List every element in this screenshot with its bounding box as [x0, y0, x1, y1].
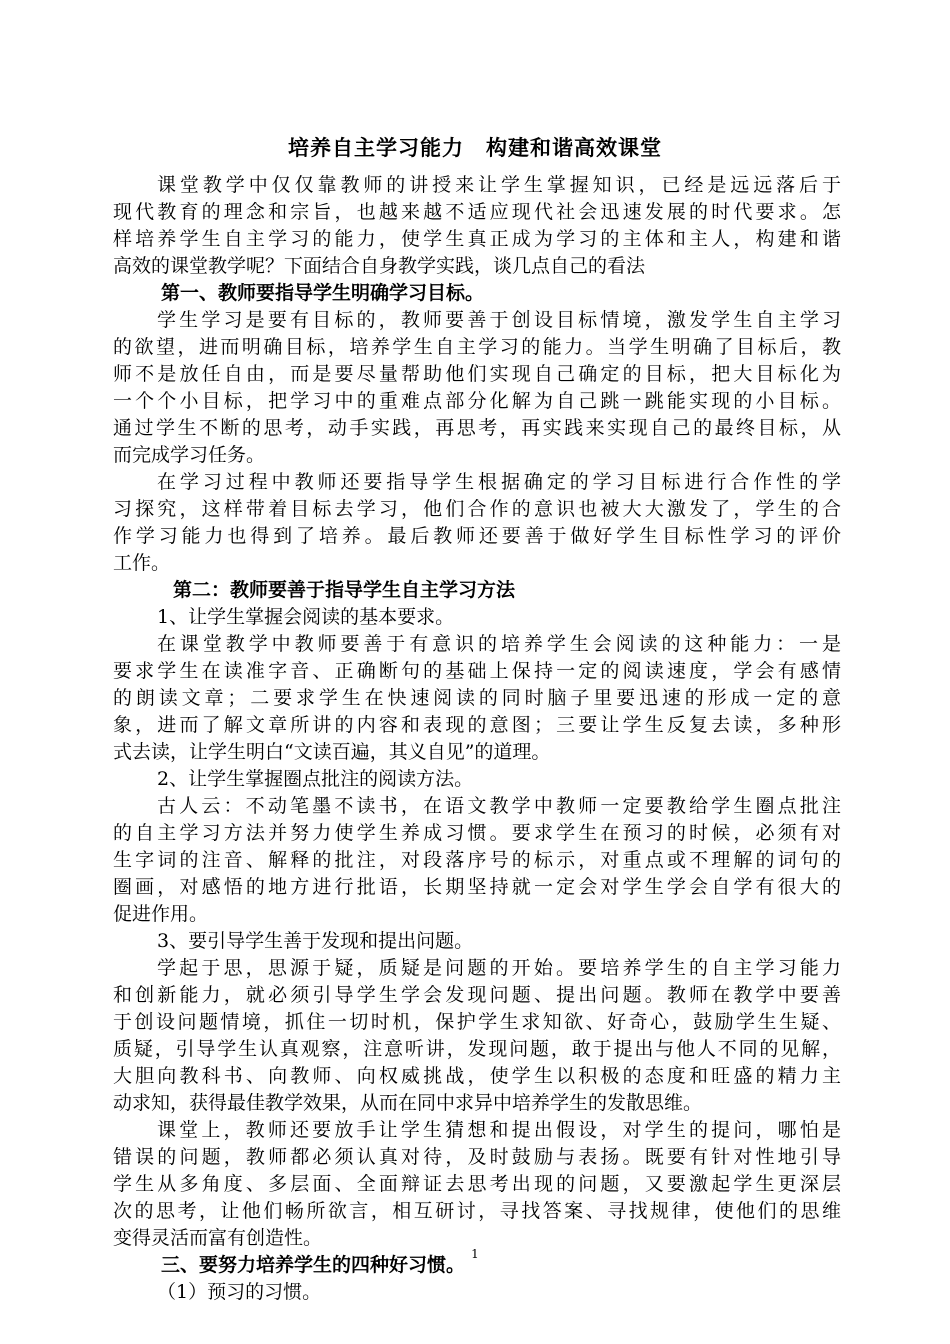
paragraph-line: 样培养学生自主学习的能力，使学生真正成为学习的主体和主人，构建和谐: [113, 228, 841, 250]
paragraph: [113, 469, 841, 577]
paragraph-line: 一个个小目标，把学习中的重难点部分化解为自己跳一跳能实现的小目标。: [113, 390, 841, 412]
paragraph-line: 作学习能力也得到了培养。最后教师还要善于做好学生目标性学习的评价: [113, 525, 841, 547]
paragraph: [113, 307, 841, 469]
subheading-line: 2、让学生掌握圈点批注的阅读方法。: [157, 768, 474, 790]
subheading-line: 1、让学生掌握会阅读的基本要求。: [157, 606, 455, 628]
subheading-line: 3、要引导学生善于发现和提出问题。: [157, 930, 474, 952]
paragraph-line: 于创设问题情境，抓住一切时机，保护学生求知欲、好奇心，鼓励学生生疑、: [113, 1011, 841, 1033]
section-heading: 三、要努力培养学生的四种好习惯。: [161, 1254, 466, 1276]
paragraph-line: 课堂教学中仅仅靠教师的讲授来让学生掌握知识，已经是远远落后于: [157, 174, 841, 196]
document-title: 培养自主学习能力 构建和谐高效课堂: [288, 136, 662, 160]
paragraph: [113, 955, 841, 1117]
paragraph-line: 学生从多角度、多层面、全面辩证去思考出现的问题，又要激起学生更深层: [113, 1173, 841, 1195]
paragraph-line: 而完成学习任务。: [113, 444, 266, 466]
paragraph-line: 动求知，获得最佳教学效果，从而在同中求异中培养学生的发散思维。: [113, 1092, 703, 1114]
paragraph-line: 质疑，引导学生认真观察，注意听讲，发现问题，敢于提出与他人不同的见解，: [113, 1038, 841, 1060]
paragraph-line: 式去读，让学生明白“文读百遍，其义自见”的道理。: [113, 741, 551, 763]
paragraph-line: 课堂上，教师还要放手让学生猜想和提出假设，对学生的提问，哪怕是: [157, 1119, 841, 1141]
paragraph-line: 学起于思，思源于疑，质疑是问题的开始。要培养学生的自主学习能力: [157, 957, 841, 979]
subheading-line: （1）预习的习惯。: [157, 1281, 322, 1303]
paragraph-line: 习探究，这样带着目标去学习，他们合作的意识也被大大激发了，学生的合: [113, 498, 841, 520]
paragraph-line: 在课堂教学中教师要善于有意识的培养学生会阅读的这种能力：一是: [157, 633, 841, 655]
paragraph-line: 师不是放任自由，而是要尽量帮助他们实现自己确定的目标，把大目标化为: [113, 363, 841, 385]
paragraph-line: 象，进而了解文章所讲的内容和表现的意图；三要让学生反复去读，多种形: [113, 714, 841, 736]
paragraph-line: 次的思考，让他们畅所欲言，相互研讨，寻找答案、寻找规律，使他们的思维: [113, 1200, 841, 1222]
paragraph-line: 学生学习是要有目标的，教师要善于创设目标情境，激发学生自主学习: [157, 309, 841, 331]
paragraph: [113, 631, 841, 766]
paragraph-line: 变得灵活而富有创造性。: [113, 1227, 323, 1249]
paragraph-line: 现代教育的理念和宗旨，也越来越不适应现代社会迅速发展的时代要求。怎: [113, 201, 841, 223]
page-number: 1: [471, 1247, 479, 1261]
paragraph-line: 通过学生不断的思考，动手实践，再思考，再实践来实现自己的最终目标，从: [113, 417, 841, 439]
paragraph-line: 促进作用。: [113, 903, 209, 925]
paragraph-line: 要求学生在读准字音、正确断句的基础上保持一定的阅读速度，学会有感情: [113, 660, 841, 682]
section-heading: 第二：教师要善于指导学生自主学习方法: [173, 579, 516, 601]
paragraph-line: 在学习过程中教师还要指导学生根据确定的学习目标进行合作性的学: [157, 471, 841, 493]
section-heading: 第一、教师要指导学生明确学习目标。: [161, 282, 485, 304]
paragraph: [113, 1117, 841, 1252]
paragraph-line: 错误的问题，教师都必须认真对待，及时鼓励与表扬。既要有针对性地引导: [113, 1146, 841, 1168]
paragraph: [113, 793, 841, 928]
paragraph-line: 圈画，对感悟的地方进行批语，长期坚持就一定会对学生学会自学有很大的: [113, 876, 841, 898]
paragraph-line: 高效的课堂教学呢？下面结合自身教学实践，谈几点自己的看法: [113, 255, 646, 277]
paragraph-line: 古人云：不动笔墨不读书，在语文教学中教师一定要教给学生圈点批注: [157, 795, 841, 817]
paragraph-line: 的朗读文章；二要求学生在快速阅读的同时脑子里要迅速的形成一定的意: [113, 687, 841, 709]
paragraph-line: 和创新能力，就必须引导学生学会发现问题、提出问题。教师在教学中要善: [113, 984, 841, 1006]
paragraph-line: 大胆向教科书、向教师、向权威挑战，使学生以积极的态度和旺盛的精力主: [113, 1065, 841, 1087]
paragraph-line: 生字词的注音、解释的批注，对段落序号的标示，对重点或不理解的词句的: [113, 849, 841, 871]
paragraph-line: 工作。: [113, 552, 171, 574]
paragraph-line: 的欲望，进而明确目标，培养学生自主学习的能力。当学生明确了目标后，教: [113, 336, 841, 358]
document-body: [113, 172, 841, 1306]
paragraph-line: 的自主学习方法并努力使学生养成习惯。要求学生在预习的时候，必须有对: [113, 822, 841, 844]
paragraph: [113, 172, 841, 280]
